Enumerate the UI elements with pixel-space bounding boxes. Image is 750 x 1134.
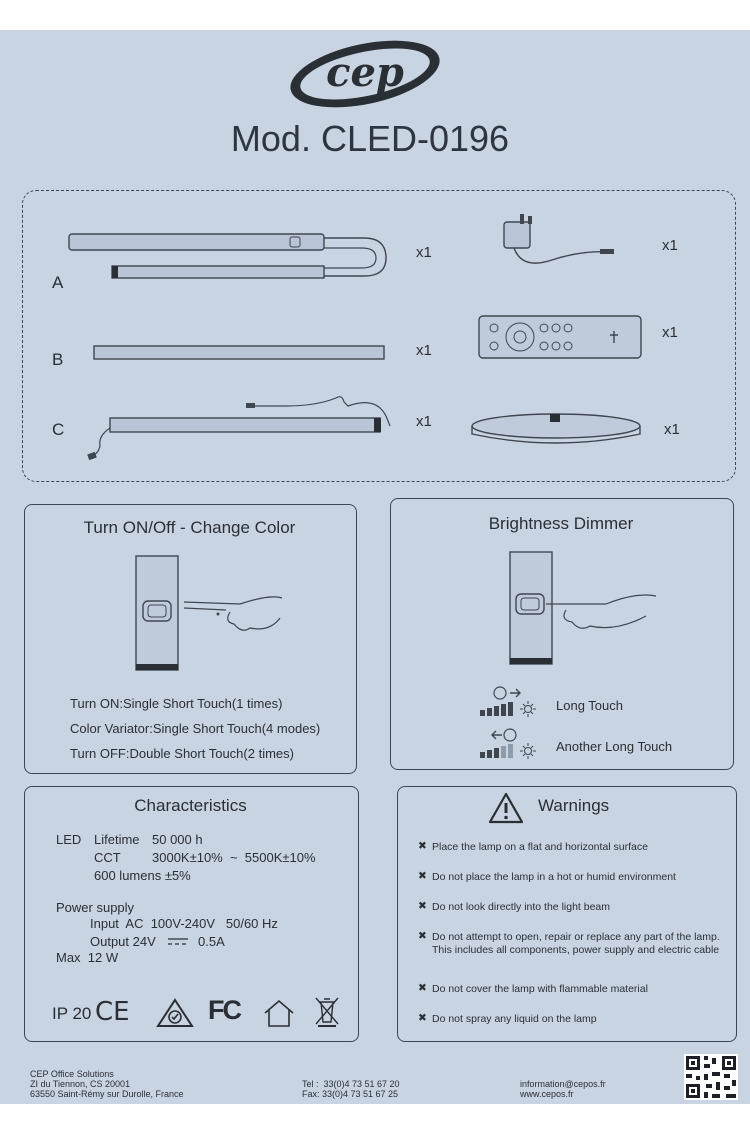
warning-mark-icon: ✖: [418, 982, 427, 994]
warning-item-3: Do not look directly into the light beam: [432, 901, 611, 913]
part-a-qty: x1: [416, 244, 432, 261]
address-line-2: 63550 Saint-Rémy sur Durolle, France: [30, 1089, 184, 1099]
part-letter-b: B: [52, 350, 64, 369]
lamp-arm-drawing: [64, 228, 404, 288]
warning-mark-icon: ✖: [418, 1012, 427, 1024]
brightness-up-icon: [478, 686, 548, 718]
led-label: LED: [56, 832, 82, 847]
weee-bin-icon: [314, 996, 340, 1028]
color-variator-line: Color Variator:Single Short Touch(4 modes): [70, 721, 321, 736]
input-spec: Input AC 100V-240V 50/60 Hz: [90, 916, 278, 931]
warning-mark-icon: ✖: [418, 900, 427, 912]
qr-code-icon: [684, 1054, 738, 1100]
power-supply-label: Power supply: [56, 900, 135, 915]
warning-triangle-icon: [488, 792, 524, 824]
warning-mark-icon: ✖: [418, 930, 427, 942]
lifetime-value: 50 000 h: [152, 832, 203, 847]
output-value: 0.5A: [198, 934, 225, 949]
address-line-1: ZI du Tiennon, CS 20001: [30, 1079, 131, 1089]
output-label: Output 24V: [90, 934, 156, 949]
part-c-qty: x1: [416, 413, 432, 430]
touch-switch-drawing: [130, 552, 290, 674]
lifetime-label: Lifetime: [94, 832, 140, 847]
warnings-panel: [397, 786, 737, 1042]
warning-item-1: Place the lamp on a flat and horizontal surface: [432, 841, 648, 853]
cct-value: 3000K±10% ~ 5500K±10%: [152, 850, 316, 865]
brand-text: cep: [326, 49, 404, 96]
cct-label: CCT: [94, 850, 121, 865]
lamp-bar-drawing: [90, 342, 390, 364]
warning-item-4: Do not attempt to open, repair or replace any part of the lamp. This includes all components, power supply and electric cable: [432, 931, 720, 956]
max-power: Max 12 W: [56, 950, 119, 965]
base-qty: x1: [664, 421, 680, 438]
lamp-head-drawing: [86, 392, 406, 464]
email: information@cepos.fr: [520, 1079, 606, 1089]
power-adapter-drawing: [492, 210, 622, 270]
lamp-base-drawing: [468, 404, 648, 448]
warning-mark-icon: ✖: [418, 870, 427, 882]
part-letter-a: A: [52, 273, 64, 292]
turn-on-line: Turn ON:Single Short Touch(1 times): [70, 696, 283, 711]
part-letter-c: C: [52, 420, 65, 439]
part-b-qty: x1: [416, 342, 432, 359]
on-off-title: Turn ON/Off - Change Color: [83, 518, 296, 537]
telephone: Tel : 33(0)4 73 51 67 20: [302, 1079, 400, 1089]
website: www.cepos.fr: [520, 1089, 574, 1099]
warning-item-6: Do not spray any liquid on the lamp: [432, 1013, 597, 1025]
turn-off-line: Turn OFF:Double Short Touch(2 times): [70, 746, 294, 761]
dimmer-title: Brightness Dimmer: [488, 514, 634, 533]
ce-mark: CE: [95, 997, 130, 1027]
another-long-touch-label: Another Long Touch: [556, 739, 673, 754]
remote-qty: x1: [662, 324, 678, 341]
warning-item-5: Do not cover the lamp with flammable material: [432, 983, 648, 995]
brightness-down-icon: [478, 728, 548, 760]
rcm-mark-icon: [156, 998, 194, 1028]
long-touch-label: Long Touch: [556, 698, 623, 713]
instruction-sheet: [0, 30, 750, 1104]
warning-mark-icon: ✖: [418, 840, 427, 852]
cep-logo: [285, 34, 445, 112]
remote-control-drawing: [476, 313, 646, 363]
dc-symbol-icon: [166, 936, 190, 948]
characteristics-title: Characteristics: [134, 796, 247, 815]
model-title: Mod. CLED-0196: [230, 118, 510, 159]
ip-rating: IP 20: [52, 1004, 92, 1023]
fax: Fax: 33(0)4 73 51 67 25: [302, 1089, 399, 1099]
lumens-value: 600 lumens ±5%: [94, 868, 191, 883]
warnings-title: Warnings: [538, 796, 610, 815]
fcc-mark: FC: [208, 995, 240, 1025]
company-name: CEP Office Solutions: [30, 1069, 114, 1079]
indoor-use-icon: [262, 998, 296, 1028]
adapter-qty: x1: [662, 237, 678, 254]
warning-item-2: Do not place the lamp in a hot or humid environment: [432, 871, 676, 883]
dimmer-switch-drawing: [506, 548, 666, 668]
